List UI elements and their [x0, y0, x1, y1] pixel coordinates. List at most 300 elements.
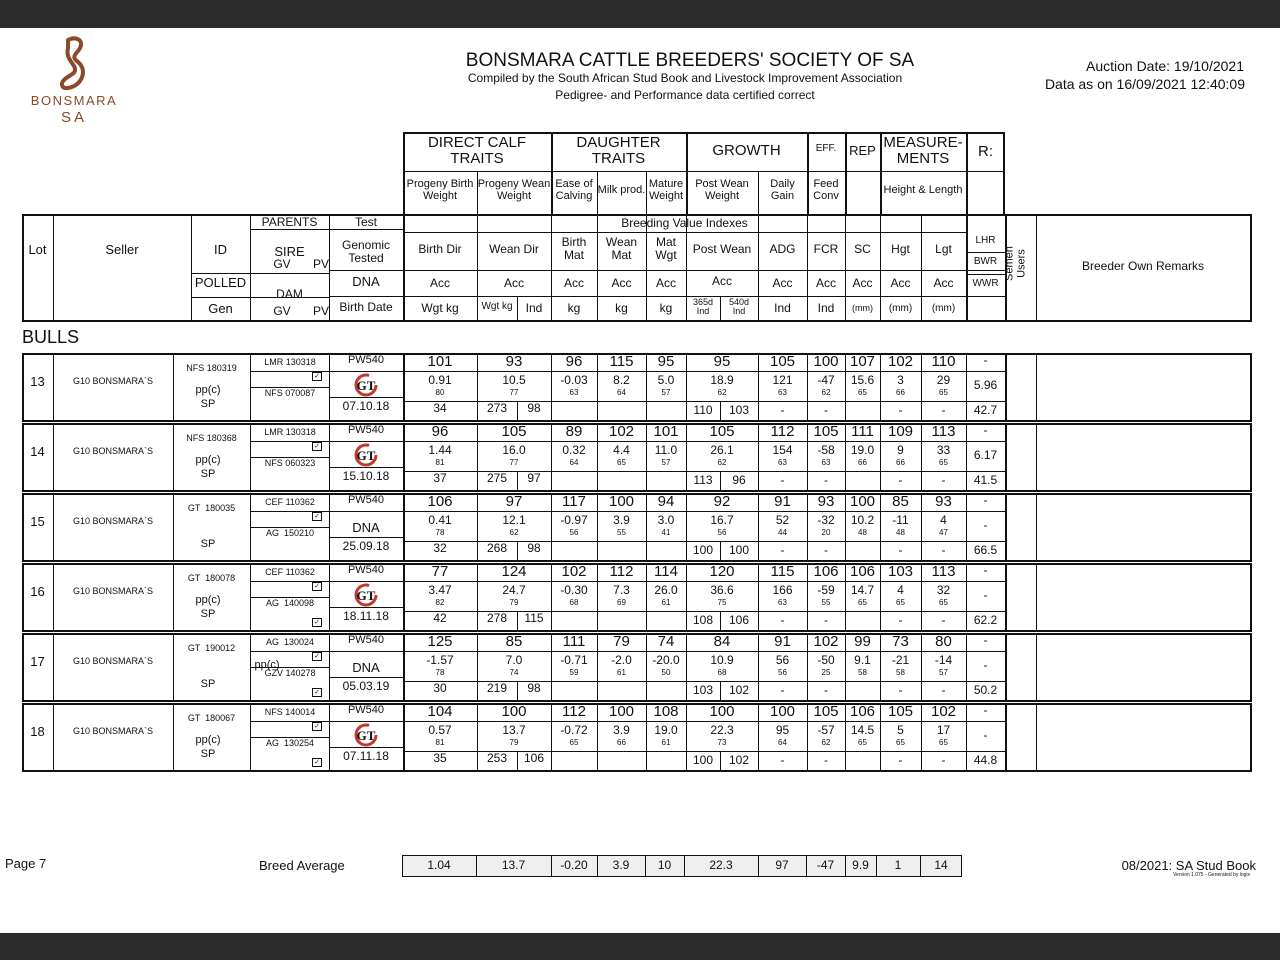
accuracy: 48: [896, 528, 905, 537]
col-pv1: PV: [312, 257, 329, 271]
r-value: -: [983, 658, 988, 672]
bvi-value: 74: [657, 633, 675, 650]
bvi-value: 85: [892, 493, 909, 510]
accuracy: 44: [778, 528, 787, 537]
row-divider: [53, 563, 54, 631]
bvi-value: 96: [431, 423, 449, 440]
rule: [329, 747, 403, 748]
col-ind: Ind: [525, 301, 543, 315]
breeding-value: 0.32: [562, 443, 586, 457]
trait-sub-6: Daily Gain: [770, 178, 795, 202]
gen-status: SP: [200, 678, 216, 690]
sire-id: CEF 110362: [265, 497, 315, 507]
col-lgt: Lgt: [935, 242, 952, 256]
hgt-mm: -: [898, 613, 903, 627]
rule: [250, 511, 1005, 512]
col-polled: POLLED: [194, 275, 247, 290]
bvi-value: 100: [608, 493, 635, 510]
col-acc: Acc: [815, 276, 836, 290]
col-wgt-kg: Wgt kg: [421, 301, 459, 315]
col-acc: Acc: [772, 276, 793, 290]
fcr-ind: -: [824, 613, 828, 627]
wwr-value: 41.5: [973, 473, 998, 487]
bvi-value: 93: [817, 493, 835, 510]
wean-weight: 268: [486, 541, 508, 555]
ind-365d: 113: [693, 473, 713, 487]
col-gv2: GV: [273, 304, 291, 318]
bvi-value: 96: [565, 353, 583, 370]
birth-date: 07.11.18: [343, 749, 389, 763]
accuracy: 78: [435, 528, 445, 537]
birth-date: 18.11.18: [343, 609, 389, 623]
bvi-value: 115: [609, 353, 634, 370]
breeding-value: -58: [817, 443, 835, 457]
test-code: PW540: [347, 354, 385, 366]
breeding-value: 56: [775, 653, 790, 667]
ind-540d: 106: [728, 613, 750, 627]
test-code: PW540: [347, 704, 385, 716]
accuracy: 63: [821, 458, 831, 467]
row-divider: [53, 423, 54, 491]
accuracy: 65: [939, 458, 948, 467]
rule: [329, 270, 1005, 271]
breed-average-label: Breed Average: [259, 858, 345, 873]
col-gen: Gen: [208, 301, 233, 316]
breeding-value: 36.6: [710, 583, 734, 597]
logo-text-line1: BONSMARA: [30, 93, 118, 108]
svg-text:GT: GT: [356, 728, 376, 743]
row-divider: [53, 353, 54, 421]
accuracy: 65: [617, 458, 626, 467]
row-divider: [1036, 563, 1037, 631]
accuracy: 65: [858, 388, 867, 397]
fcr-ind: -: [824, 683, 828, 697]
accuracy: 62: [717, 388, 727, 397]
accuracy: 58: [896, 668, 905, 677]
ind-540d: 102: [728, 683, 750, 697]
bvi-value: 112: [562, 703, 586, 720]
col-sire: SIRE: [274, 244, 305, 259]
breeding-value: 10.5: [502, 373, 526, 387]
trait-group-0: DIRECT CALF TRAITS: [427, 134, 527, 167]
accuracy: 65: [896, 738, 905, 747]
polled-status: pp(c): [195, 594, 221, 606]
accuracy: 57: [661, 458, 671, 467]
rule: [329, 296, 1005, 297]
trait-group-5: MEASURE- MENTS: [883, 134, 963, 167]
wwr-value: 42.7: [973, 403, 998, 417]
ind-540d: 103: [728, 403, 750, 417]
col-post-wean: Post Wean: [692, 242, 752, 256]
trait-group-2: GROWTH: [712, 142, 781, 159]
accuracy: 64: [617, 388, 626, 397]
sire-id: AG 130024: [265, 637, 315, 647]
page-number: Page 7: [5, 856, 47, 871]
breeding-value: 10.9: [710, 653, 734, 667]
accuracy: 68: [717, 668, 727, 677]
accuracy: 61: [661, 598, 671, 607]
col-acc: Acc: [655, 276, 676, 290]
breeding-value: 7.3: [613, 583, 630, 597]
lot-number: 17: [30, 654, 45, 669]
accuracy: 57: [939, 668, 948, 677]
bvi-value: 79: [613, 633, 630, 650]
col-ind: Ind: [774, 301, 791, 315]
col-acc: Acc: [503, 276, 524, 290]
bottom-bar: [0, 933, 1280, 960]
bvi-value: 112: [770, 423, 795, 440]
breed-average-value: 1.04: [427, 858, 451, 872]
bvi-value: 100: [769, 703, 796, 720]
row-divider: [1036, 493, 1037, 561]
breeding-value: -21: [891, 653, 910, 667]
rule: [329, 607, 403, 608]
trait-sub-2: Ease of Calving: [555, 178, 593, 202]
gt-logo-icon: [354, 583, 378, 607]
bvi-value: -: [983, 703, 988, 717]
rule: [191, 273, 329, 274]
bvi-value: 73: [892, 633, 909, 650]
accuracy: 74: [509, 668, 519, 677]
wwr-value: 62.2: [973, 613, 998, 627]
animal-id: NFS 180368: [186, 433, 237, 443]
bvi-value: 95: [713, 353, 731, 370]
accuracy: 61: [661, 738, 671, 747]
breeding-value: 7.0: [505, 653, 523, 667]
accuracy: 63: [778, 388, 787, 397]
breeding-value: 95: [775, 723, 790, 737]
birth-weight: 37: [433, 471, 447, 485]
birth-date: 07.10.18: [342, 399, 390, 413]
lot-number: 14: [30, 444, 45, 459]
breeding-value: 10.2: [850, 513, 875, 527]
bonsmara-logo: [22, 34, 126, 126]
rule: [966, 252, 1005, 253]
trait-sub-1: Progeny Wean Weight: [477, 178, 551, 202]
dna-tested: DNA: [352, 660, 380, 675]
accuracy: 62: [821, 388, 831, 397]
ind-540d: 102: [728, 753, 750, 767]
col-divider: [250, 214, 251, 321]
breeding-value: 19.0: [850, 443, 875, 457]
adg-ind: -: [780, 403, 785, 417]
col-genomic: Genomic Tested: [341, 238, 391, 265]
col-remarks: Breeder Own Remarks: [1081, 259, 1205, 273]
col-dam: DAM: [276, 287, 303, 301]
col-hgt: Hgt: [891, 242, 910, 256]
breeding-value: 4.4: [613, 443, 630, 457]
bvi-value: 109: [887, 423, 914, 440]
seller-name: G10 BONSMARA`S: [72, 446, 154, 456]
bvi-value: 107: [849, 353, 876, 370]
breeding-value: 12.1: [502, 513, 526, 527]
sire-check-icon: ✓: [312, 722, 322, 731]
accuracy: 64: [778, 738, 787, 747]
wean-index: 106: [523, 751, 545, 765]
ind-540d: 96: [732, 473, 746, 487]
bvi-value: 105: [813, 703, 839, 720]
breeding-value: 14.7: [850, 583, 875, 597]
breed-average-value: 14: [934, 858, 948, 872]
col-parents: PARENTS: [261, 215, 318, 229]
wean-index: 115: [524, 611, 544, 625]
bvi-value: 120: [709, 563, 735, 580]
breeding-value: 15.6: [850, 373, 875, 387]
bvi-value: 110: [931, 353, 956, 370]
dam-id: AG 140098: [265, 598, 315, 608]
version-label: Version 1.075 - Generated by logix: [1173, 872, 1250, 878]
row-divider: [1005, 353, 1007, 421]
breed-average-value: 97: [775, 858, 789, 872]
accuracy: 25: [821, 668, 831, 677]
bvi-value: 106: [849, 703, 876, 720]
bvi-value: 100: [709, 703, 735, 720]
bvi-value: 113: [931, 563, 956, 580]
sire-id: NFS 140014: [264, 707, 316, 717]
row-divider: [1005, 703, 1007, 771]
dam-check-icon: ✓: [312, 688, 322, 697]
polled-status: pp(c): [195, 454, 221, 466]
bvi-value: 91: [774, 493, 791, 510]
lot-number: 18: [30, 724, 45, 739]
accuracy: 50: [661, 668, 671, 677]
lgt-mm: -: [941, 403, 946, 417]
rule: [403, 171, 1005, 172]
rule: [329, 397, 403, 398]
logo-mark-icon: [22, 34, 126, 94]
breeding-value: -1.57: [426, 653, 454, 667]
breeding-value: 3.9: [613, 723, 630, 737]
adg-ind: -: [780, 683, 785, 697]
fcr-ind: -: [824, 403, 828, 417]
birth-date: 05.03.19: [342, 679, 390, 693]
col-acc: Acc: [429, 276, 450, 290]
r-value: -: [983, 728, 988, 742]
bvi-value: 117: [562, 493, 586, 510]
breeding-value: 0.41: [428, 513, 452, 527]
ind-540d: 100: [728, 543, 750, 557]
test-code: PW540: [347, 424, 385, 436]
bvi-value: -: [983, 353, 988, 367]
col-mat-wgt: Mat Wgt: [655, 235, 677, 262]
bvi-value: 100: [849, 493, 876, 510]
page-subtitle-2: Pedigree- and Performance data certified correct: [555, 88, 815, 102]
trait-group-1: DAUGHTER TRAITS: [576, 134, 661, 167]
lgt-mm: -: [941, 683, 946, 697]
row-divider: [1005, 563, 1007, 631]
rule: [250, 651, 1005, 652]
breeding-value: 1.44: [428, 443, 452, 457]
breeding-value: 26.0: [654, 583, 678, 597]
col-ind: Ind: [817, 301, 835, 315]
lgt-mm: -: [941, 753, 946, 767]
accuracy: 63: [778, 458, 787, 467]
breeding-value: 4: [940, 513, 947, 527]
accuracy: 65: [858, 598, 867, 607]
accuracy: 20: [821, 528, 831, 537]
sire-id: CEF 110362: [265, 567, 315, 577]
bvi-value: 111: [851, 423, 874, 440]
trait-group-3: EFF.: [815, 143, 837, 154]
col-wean-mat: Wean Mat: [605, 235, 638, 262]
breeding-value: 166: [772, 583, 793, 597]
fcr-ind: -: [824, 753, 828, 767]
col-acc: Acc: [563, 276, 584, 290]
bvi-value: 101: [653, 423, 679, 440]
breed-average-value: -47: [816, 858, 835, 872]
breeding-value: 13.7: [502, 723, 526, 737]
r-value: -: [983, 518, 988, 532]
svg-text:GT: GT: [356, 448, 376, 463]
r-value: 5.96: [973, 378, 998, 392]
col-mm: (mm): [852, 303, 873, 313]
rule: [250, 371, 1005, 372]
bvi-value: 114: [654, 563, 678, 580]
birth-weight: 30: [433, 681, 447, 695]
breeding-value: 4: [897, 583, 904, 597]
breeding-value: 0.91: [428, 373, 452, 387]
trait-sub-7: Feed Conv: [813, 178, 839, 202]
gen-status: SP: [200, 468, 216, 480]
dam-check-icon: ✓: [312, 618, 322, 627]
breeding-value: 11.0: [654, 443, 678, 457]
breed-average-value: 9.9: [852, 858, 869, 872]
r-value: -: [983, 588, 988, 602]
breeding-value: 17: [936, 723, 951, 737]
rule: [403, 232, 966, 233]
sire-check-icon: ✓: [312, 652, 322, 661]
breeding-value: 9.1: [854, 653, 871, 667]
accuracy: 68: [569, 598, 579, 607]
polled-status: pp(c): [195, 384, 221, 396]
accuracy: 81: [435, 458, 445, 467]
trait-sub-5: Post Wean Weight: [695, 178, 749, 202]
sire-check-icon: ✓: [312, 582, 322, 591]
ind-365d: 110: [693, 403, 713, 417]
accuracy: 47: [939, 528, 948, 537]
dam-id: NFS 070087: [264, 388, 316, 398]
breeding-value: 22.3: [710, 723, 734, 737]
breeding-value: -0.71: [560, 653, 588, 667]
bvi-value: 102: [813, 633, 839, 650]
accuracy: 66: [896, 458, 905, 467]
col-acc: Acc: [611, 276, 632, 290]
bvi-value: 104: [427, 703, 453, 720]
birth-weight: 42: [433, 611, 447, 625]
bvi-value: 124: [501, 563, 527, 580]
col-divider: [966, 214, 968, 321]
bvi-value: 125: [427, 633, 453, 650]
bvi-value: -: [983, 423, 988, 437]
seller-name: G10 BONSMARA`S: [72, 586, 154, 596]
col-birth-date: Birth Date: [339, 300, 393, 314]
col-kg: kg: [659, 301, 673, 315]
wean-weight: 253: [486, 751, 508, 765]
bvi-value: 105: [887, 703, 914, 720]
accuracy: 77: [509, 458, 519, 467]
page-subtitle-1: Compiled by the South African Stud Book and Livestock Improvement Association: [467, 71, 903, 85]
fcr-ind: -: [824, 473, 828, 487]
birth-weight: 35: [433, 751, 447, 765]
bvi-value: 93: [935, 493, 952, 510]
accuracy: 59: [569, 668, 579, 677]
lot-number: 15: [30, 514, 45, 529]
accuracy: 56: [717, 528, 727, 537]
lgt-mm: -: [941, 473, 946, 487]
rule: [250, 441, 1005, 442]
ind-365d: 100: [692, 753, 714, 767]
breeding-value: 14.5: [850, 723, 875, 737]
trait-group-6: R:: [978, 143, 993, 160]
wean-index: 98: [527, 541, 541, 555]
breeding-value: 154: [772, 443, 793, 457]
col-mm: (mm): [888, 303, 913, 314]
gen-status: SP: [200, 608, 216, 620]
col-lhr: LHR: [975, 235, 996, 246]
col-acc: Acc: [711, 274, 732, 288]
row-divider: [53, 493, 54, 561]
polled-status: pp(c): [195, 734, 221, 746]
row-divider: [1005, 423, 1007, 491]
breeding-value: -20.0: [652, 653, 680, 667]
col-bwr: BWR: [973, 256, 998, 267]
accuracy: 69: [617, 598, 626, 607]
breeding-value: 32: [936, 583, 951, 597]
animal-id: GT 180067: [187, 713, 236, 723]
accuracy: 66: [858, 458, 867, 467]
gt-logo-icon: [354, 723, 378, 747]
accuracy: 73: [717, 738, 727, 747]
wean-weight: 275: [486, 471, 508, 485]
trait-sub-0: Progeny Birth Weight: [406, 178, 474, 202]
accuracy: 78: [435, 668, 445, 677]
animal-id: NFS 180319: [186, 363, 237, 373]
breeding-value: 8.2: [613, 373, 630, 387]
dam-check-icon: ✓: [312, 758, 322, 767]
accuracy: 65: [939, 738, 948, 747]
hgt-mm: -: [898, 753, 903, 767]
accuracy: 75: [717, 598, 727, 607]
col-acc: Acc: [933, 276, 954, 290]
col-dna: DNA: [352, 274, 380, 289]
col-test: Test: [354, 215, 377, 229]
trait-sub-4: Mature Weight: [648, 178, 684, 202]
trait-group-4: REP: [849, 143, 876, 158]
bvi-value: 77: [431, 563, 449, 580]
breeding-value: 3.9: [613, 513, 630, 527]
dam-id: AG 150210: [265, 528, 315, 538]
breed-average-value: 22.3: [709, 858, 733, 872]
adg-ind: -: [780, 753, 785, 767]
bvi-value: 101: [427, 353, 453, 370]
trait-sub-3: Milk prod.: [597, 184, 646, 196]
col-id: ID: [214, 242, 227, 257]
col-birth-dir: Birth Dir: [418, 242, 462, 256]
animal-id: GT 180035: [187, 503, 236, 513]
col-acc: Acc: [890, 276, 911, 290]
breed-average-value: 1: [894, 858, 902, 872]
bvi-value: 115: [770, 563, 795, 580]
accuracy: 80: [435, 388, 445, 397]
bvi-value: 106: [813, 563, 839, 580]
lgt-mm: -: [941, 543, 946, 557]
col-bvi: Breeding Value Indexes: [621, 216, 748, 230]
breed-average-value: 13.7: [501, 858, 526, 872]
accuracy: 62: [821, 738, 831, 747]
lot-number: 16: [30, 584, 45, 599]
col-pv2: PV: [312, 304, 329, 318]
accuracy: 65: [569, 738, 579, 747]
